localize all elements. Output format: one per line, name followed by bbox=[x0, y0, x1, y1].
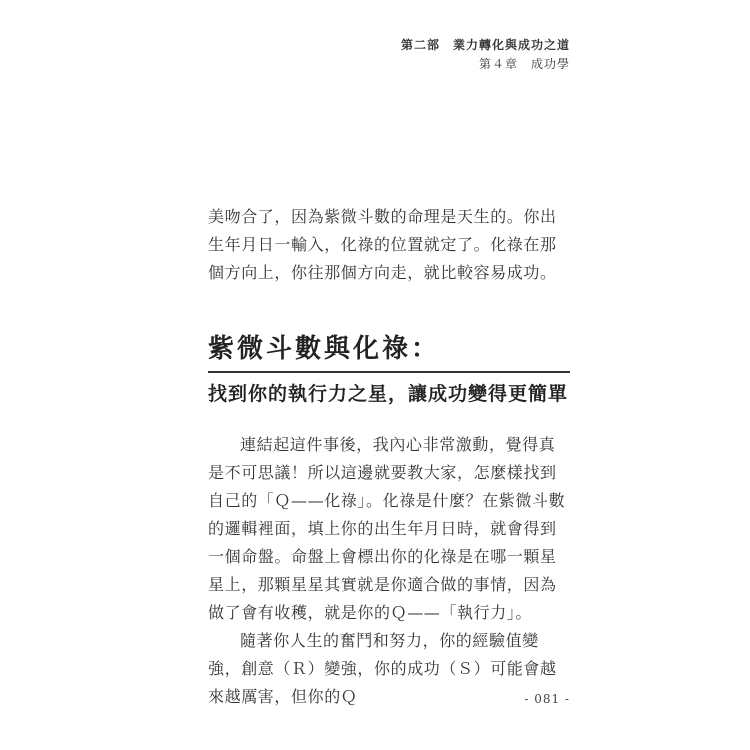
intro-paragraph: 美吻合了，因為紫微斗數的命理是天生的。你出生年月日一輸入，化祿的位置就定了。化祿在那個方向上，你往那個方向走，就比較容易成功。 bbox=[208, 207, 557, 282]
running-head-chapter: 第４章 成功學 bbox=[478, 57, 570, 71]
running-head bbox=[401, 36, 570, 73]
body-text bbox=[208, 431, 568, 711]
body-paragraph-2: 隨著你人生的奮鬥和努力，你的經驗值變強，創意（Ｒ）變強，你的成功（Ｓ）可能會越來越厲害，但你的Ｑ bbox=[208, 631, 557, 706]
body-paragraph-1: 連結起這件事後，我內心非常激動，覺得真是不可思議！所以這邊就要教大家，怎麼樣找到自己的「Ｑ——化祿」。化祿是什麼？在紫微斗數的邏輯裡面，填上你的出生年月日時，就會得到一個命盤。命盤上會標出你的化祿是在哪一顆星星上，那顆星星其實就是你適合做的事情，因為做了會有收穫，就是你的Ｑ——「執行力」。 bbox=[208, 435, 566, 622]
running-head-part: 第二部 業力轉化與成功之道 bbox=[400, 38, 570, 52]
section-subtitle: 找到你的執行力之星，讓成功變得更簡單 bbox=[208, 383, 569, 405]
section-title: 紫微斗數與化祿： bbox=[208, 334, 441, 364]
page-number: - 081 - bbox=[524, 692, 570, 706]
section-divider bbox=[208, 371, 570, 373]
